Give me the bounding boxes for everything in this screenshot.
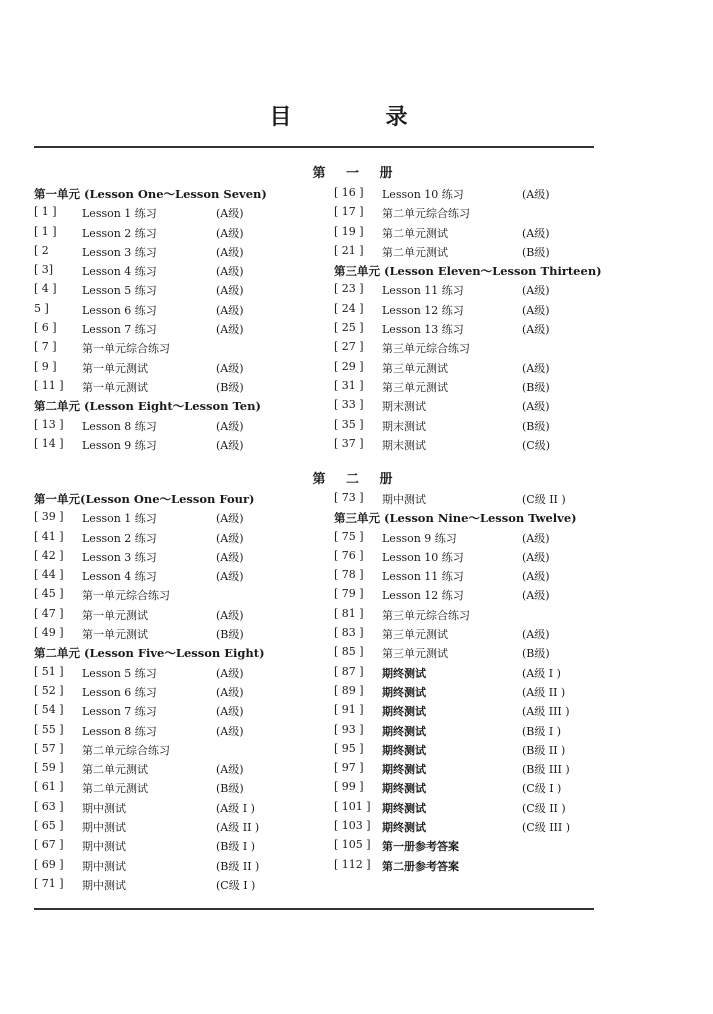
grade-level: (A级) [216, 570, 244, 584]
page-number: [ 101 ] [334, 799, 371, 813]
entry-title: 第二单元测试 [82, 763, 148, 777]
volume-2-heading: 第 二 册 [312, 472, 401, 487]
grade-level: (A级) [216, 361, 244, 375]
grade-level: (A级) [216, 303, 244, 317]
grade-level: (A级 III ) [522, 705, 570, 719]
toc-entry [34, 703, 324, 722]
toc-entry [334, 205, 624, 224]
toc-entry [34, 321, 324, 340]
toc-entry [334, 626, 624, 645]
toc-entry [334, 703, 624, 722]
unit-title: 第一单元 (Lesson One～Lesson Seven) [34, 187, 267, 201]
entry-title: Lesson 13 练习 [382, 323, 464, 337]
entry-title: 第二单元综合练习 [82, 743, 170, 757]
entry-title: 第三单元测试 [382, 628, 448, 642]
page-number: [ 31 ] [334, 378, 364, 392]
page-number: [ 61 ] [34, 780, 64, 794]
page-number: [ 2 [34, 243, 49, 257]
page-number: [ 33 ] [334, 398, 364, 412]
grade-level: (A级) [216, 207, 244, 221]
unit-title: 第一单元(Lesson One～Lesson Four) [34, 492, 255, 506]
volume-2-right-column [334, 491, 624, 877]
entry-title: Lesson 3 练习 [82, 245, 157, 259]
unit-title: 第三单元 (Lesson Eleven～Lesson Thirteen) [334, 264, 602, 279]
entry-title: 第三单元测试 [382, 380, 448, 394]
entry-title: 第一单元测试 [82, 361, 148, 375]
page-number: [ 91 ] [334, 703, 364, 717]
entry-title: 期终测试 [382, 666, 426, 680]
toc-entry [334, 360, 624, 379]
grade-level: (B级) [522, 245, 550, 259]
grade-level: (A级) [216, 419, 244, 433]
toc-entry [34, 510, 324, 529]
unit-title: 第二单元 (Lesson Five～Lesson Eight) [34, 646, 265, 661]
grade-level: (A级) [522, 550, 550, 564]
page-number: [ 59 ] [34, 761, 64, 775]
grade-level: (A级) [522, 400, 550, 414]
volume-1-heading: 第 一 册 [312, 166, 401, 181]
grade-level: (A级) [522, 570, 550, 584]
toc-entry [34, 858, 324, 877]
entry-title: 第一单元综合练习 [82, 589, 170, 603]
page-number: [ 76 ] [334, 548, 364, 562]
toc-entry [334, 340, 624, 359]
page-number: [ 6 ] [34, 321, 57, 335]
toc-entry [34, 626, 324, 645]
grade-level: (B级) [216, 628, 244, 642]
unit-heading [334, 263, 624, 282]
toc-entry [34, 607, 324, 626]
grade-level: (B级) [216, 782, 244, 796]
entry-title: 第三单元综合练习 [382, 608, 470, 622]
page-number: [ 47 ] [34, 606, 64, 620]
toc-entry [34, 838, 324, 857]
toc-entry [34, 819, 324, 838]
grade-level: (A级) [216, 438, 244, 452]
grade-level: (A级) [216, 531, 244, 545]
toc-entry [334, 819, 624, 838]
grade-level: (A级) [522, 628, 550, 642]
entry-title: Lesson 2 练习 [82, 226, 157, 240]
grade-level: (A级 II ) [216, 821, 260, 835]
entry-title: 期终测试 [382, 821, 426, 835]
toc-entry [34, 742, 324, 761]
page-number: [ 103 ] [334, 819, 371, 833]
entry-title: Lesson 9 练习 [82, 438, 157, 452]
entry-title: 第一单元测试 [82, 380, 148, 394]
toc-entry [334, 379, 624, 398]
page-number: [ 23 ] [334, 282, 364, 296]
page-number: [ 71 ] [34, 876, 64, 890]
grade-level: (A级) [216, 763, 244, 777]
page-number: [ 57 ] [34, 741, 64, 755]
volume-2-left-column [34, 491, 324, 896]
page-number: [ 52 ] [34, 683, 64, 697]
grade-level: (B级 I ) [216, 840, 256, 854]
entry-title: 期中测试 [82, 878, 126, 892]
page-number: [ 21 ] [334, 243, 364, 257]
page-number: [ 25 ] [334, 321, 364, 335]
grade-level: (A级) [522, 188, 550, 201]
grade-level: (A级) [522, 323, 550, 337]
grade-level: (A级) [216, 512, 244, 526]
toc-entry [334, 780, 624, 799]
entry-title: Lesson 5 练习 [82, 284, 157, 298]
page-number: [ 13 ] [34, 417, 64, 431]
page-number: [ 97 ] [334, 761, 364, 775]
page-number: [ 14 ] [34, 436, 64, 450]
toc-entry [34, 437, 324, 456]
toc-entry [34, 587, 324, 606]
unit-heading [34, 645, 324, 664]
entry-title: 第二单元测试 [82, 782, 148, 796]
entry-title: 期中测试 [82, 859, 126, 873]
toc-entry [334, 587, 624, 606]
toc-entry [334, 858, 624, 877]
entry-title: 第三单元测试 [382, 361, 448, 375]
page-number: [ 79 ] [334, 587, 364, 601]
grade-level: (B级) [216, 380, 244, 394]
volume-1-left-column [34, 186, 324, 456]
entry-title: 期终测试 [382, 724, 426, 738]
page-number: [ 19 ] [334, 224, 364, 238]
page-number: [ 11 ] [34, 378, 64, 392]
grade-level: (A级 I ) [216, 801, 255, 815]
page-number: [ 45 ] [34, 587, 64, 601]
page-number: [ 37 ] [334, 436, 364, 450]
entry-title: Lesson 7 练习 [82, 323, 157, 337]
grade-level: (A级) [216, 724, 244, 738]
grade-level: (C级 I ) [216, 878, 256, 892]
grade-level: (A级 I ) [522, 666, 561, 680]
page-number: [ 95 ] [334, 741, 364, 755]
toc-entry [334, 607, 624, 626]
entry-title: Lesson 12 练习 [382, 303, 464, 317]
page-number: [ 99 ] [334, 780, 364, 794]
page-title: 目 录 [269, 105, 444, 130]
toc-entry [334, 491, 624, 510]
page-number: [ 35 ] [334, 417, 364, 431]
toc-entry [34, 379, 324, 398]
entry-title: 第一册参考答案 [382, 840, 459, 854]
toc-entry [334, 549, 624, 568]
toc-entry [334, 225, 624, 244]
toc-entry [34, 684, 324, 703]
page-number: [ 112 ] [334, 857, 371, 871]
grade-level: (C级 II ) [522, 493, 566, 506]
page-number: [ 24 ] [334, 301, 364, 315]
toc-entry [334, 800, 624, 819]
page-number: [ 27 ] [334, 340, 364, 354]
toc-entry [334, 530, 624, 549]
grade-level: (B级 II ) [216, 859, 260, 873]
bottom-divider [34, 908, 594, 910]
page-number: [ 67 ] [34, 838, 64, 852]
grade-level: (B级 I ) [522, 724, 562, 738]
entry-title: 期终测试 [382, 705, 426, 719]
entry-title: 第二册参考答案 [382, 859, 459, 873]
grade-level: (A级) [216, 666, 244, 680]
entry-title: Lesson 6 练习 [82, 685, 157, 699]
unit-heading [34, 398, 324, 417]
grade-level: (C级) [522, 438, 550, 452]
grade-level: (A级) [216, 608, 244, 622]
grade-level: (A级) [522, 303, 550, 317]
unit-heading [34, 491, 324, 510]
toc-entry [334, 568, 624, 587]
grade-level: (A级) [216, 265, 244, 279]
toc-entry [34, 360, 324, 379]
toc-entry [334, 398, 624, 417]
entry-title: Lesson 11 练习 [382, 570, 464, 584]
entry-title: 期终测试 [382, 782, 426, 796]
unit-title: 第三单元 (Lesson Nine～Lesson Twelve) [334, 511, 577, 526]
toc-entry [334, 665, 624, 684]
entry-title: Lesson 12 练习 [382, 589, 464, 603]
page-number: [ 93 ] [334, 722, 364, 736]
toc-entry [34, 568, 324, 587]
page-number: [ 105 ] [334, 838, 371, 852]
toc-entry [34, 340, 324, 359]
grade-level: (A级) [216, 323, 244, 337]
page-number: [ 3] [34, 263, 54, 277]
page-number: [ 83 ] [334, 626, 364, 640]
toc-entry [34, 665, 324, 684]
entry-title: 期中测试 [82, 840, 126, 854]
grade-level: (A级) [216, 245, 244, 259]
unit-title: 第二单元 (Lesson Eight～Lesson Ten) [34, 399, 261, 414]
page-number: [ 44 ] [34, 568, 64, 582]
toc-entry [34, 761, 324, 780]
unit-heading [34, 186, 324, 205]
page-number: [ 55 ] [34, 722, 64, 736]
toc-entry [34, 205, 324, 224]
grade-level: (B级) [522, 647, 550, 661]
toc-entry [334, 437, 624, 456]
page-number: 5 ] [34, 301, 49, 315]
entry-title: 期末测试 [382, 400, 426, 414]
grade-level: (A级) [216, 226, 244, 240]
toc-entry [334, 761, 624, 780]
page-number: [ 85 ] [334, 645, 364, 659]
grade-level: (B级) [522, 419, 550, 433]
toc-entry [334, 418, 624, 437]
toc-entry [334, 742, 624, 761]
entry-title: 第一单元测试 [82, 608, 148, 622]
page-number: [ 1 ] [34, 205, 57, 219]
toc-entry [334, 645, 624, 664]
grade-level: (A级) [216, 550, 244, 564]
page-number: [ 41 ] [34, 529, 64, 543]
grade-level: (A级) [522, 531, 550, 545]
page-number: [ 1 ] [34, 224, 57, 238]
entry-title: 期终测试 [382, 743, 426, 757]
page-number: [ 69 ] [34, 857, 64, 871]
toc-entry [334, 282, 624, 301]
page-number: [ 17 ] [334, 205, 364, 219]
grade-level: (A级) [522, 226, 550, 240]
toc-entry [334, 244, 624, 263]
toc-entry [34, 225, 324, 244]
grade-level: (C级 III ) [522, 821, 571, 835]
toc-entry [34, 244, 324, 263]
page-number: [ 9 ] [34, 359, 57, 373]
grade-level: (A级) [216, 284, 244, 298]
toc-entry [334, 838, 624, 857]
entry-title: 期中测试 [82, 821, 126, 835]
page-number: [ 65 ] [34, 819, 64, 833]
toc-entry [34, 530, 324, 549]
entry-title: 期终测试 [382, 801, 426, 815]
entry-title: Lesson 10 练习 [382, 550, 464, 564]
entry-title: 第一单元综合练习 [82, 342, 170, 356]
grade-level: (A级) [522, 589, 550, 603]
toc-entry [34, 723, 324, 742]
entry-title: Lesson 11 练习 [382, 284, 464, 298]
page-number: [ 7 ] [34, 340, 57, 354]
grade-level: (C级 I ) [522, 782, 562, 796]
page-number: [ 78 ] [334, 568, 364, 582]
grade-level: (B级 III ) [522, 763, 570, 777]
entry-title: 第二单元测试 [382, 245, 448, 259]
entry-title: Lesson 7 练习 [82, 705, 157, 719]
entry-title: Lesson 1 练习 [82, 512, 157, 526]
page-number: [ 63 ] [34, 799, 64, 813]
entry-title: 期终测试 [382, 763, 426, 777]
toc-entry [34, 263, 324, 282]
entry-title: 第三单元测试 [382, 647, 448, 661]
page-number: [ 81 ] [334, 606, 364, 620]
volume-1-right-column [334, 186, 624, 456]
page-number: [ 51 ] [34, 664, 64, 678]
grade-level: (B级 II ) [522, 743, 566, 757]
page-number: [ 54 ] [34, 703, 64, 717]
page-number: [ 87 ] [334, 664, 364, 678]
toc-entry [34, 780, 324, 799]
grade-level: (B级) [522, 380, 550, 394]
entry-title: Lesson 1 练习 [82, 207, 157, 221]
grade-level: (A级) [522, 284, 550, 298]
grade-level: (A级 II ) [522, 685, 566, 699]
toc-entry [334, 302, 624, 321]
toc-entry [334, 321, 624, 340]
toc-entry [34, 302, 324, 321]
toc-entry [34, 418, 324, 437]
entry-title: Lesson 8 练习 [82, 419, 157, 433]
toc-entry [34, 282, 324, 301]
page-number: [ 73 ] [334, 491, 364, 504]
entry-title: Lesson 4 练习 [82, 570, 157, 584]
toc-entry [334, 684, 624, 703]
page-number: [ 16 ] [334, 186, 364, 199]
entry-title: 第三单元综合练习 [382, 342, 470, 356]
grade-level: (A级) [216, 705, 244, 719]
entry-title: Lesson 9 练习 [382, 531, 457, 545]
entry-title: 第二单元测试 [382, 226, 448, 240]
entry-title: 第一单元测试 [82, 628, 148, 642]
entry-title: 第二单元综合练习 [382, 207, 470, 221]
page-number: [ 75 ] [334, 529, 364, 543]
toc-entry [34, 877, 324, 896]
page-number: [ 4 ] [34, 282, 57, 296]
entry-title: Lesson 8 练习 [82, 724, 157, 738]
toc-entry [334, 723, 624, 742]
page-number: [ 39 ] [34, 510, 64, 524]
grade-level: (A级) [216, 685, 244, 699]
grade-level: (C级 II ) [522, 801, 566, 815]
grade-level: (A级) [522, 361, 550, 375]
entry-title: Lesson 5 练习 [82, 666, 157, 680]
toc-entry [34, 800, 324, 819]
page-number: [ 29 ] [334, 359, 364, 373]
entry-title: 期末测试 [382, 438, 426, 452]
entry-title: Lesson 2 练习 [82, 531, 157, 545]
page-number: [ 42 ] [34, 548, 64, 562]
entry-title: Lesson 10 练习 [382, 188, 464, 201]
entry-title: 期末测试 [382, 419, 426, 433]
page-number: [ 49 ] [34, 626, 64, 640]
entry-title: 期中测试 [382, 493, 426, 506]
toc-entry [334, 186, 624, 205]
page-number: [ 89 ] [334, 683, 364, 697]
entry-title: Lesson 4 练习 [82, 265, 157, 279]
unit-heading [334, 510, 624, 529]
entry-title: 期中测试 [82, 801, 126, 815]
entry-title: Lesson 6 练习 [82, 303, 157, 317]
toc-entry [34, 549, 324, 568]
entry-title: 期终测试 [382, 685, 426, 699]
entry-title: Lesson 3 练习 [82, 550, 157, 564]
top-divider [34, 146, 594, 148]
